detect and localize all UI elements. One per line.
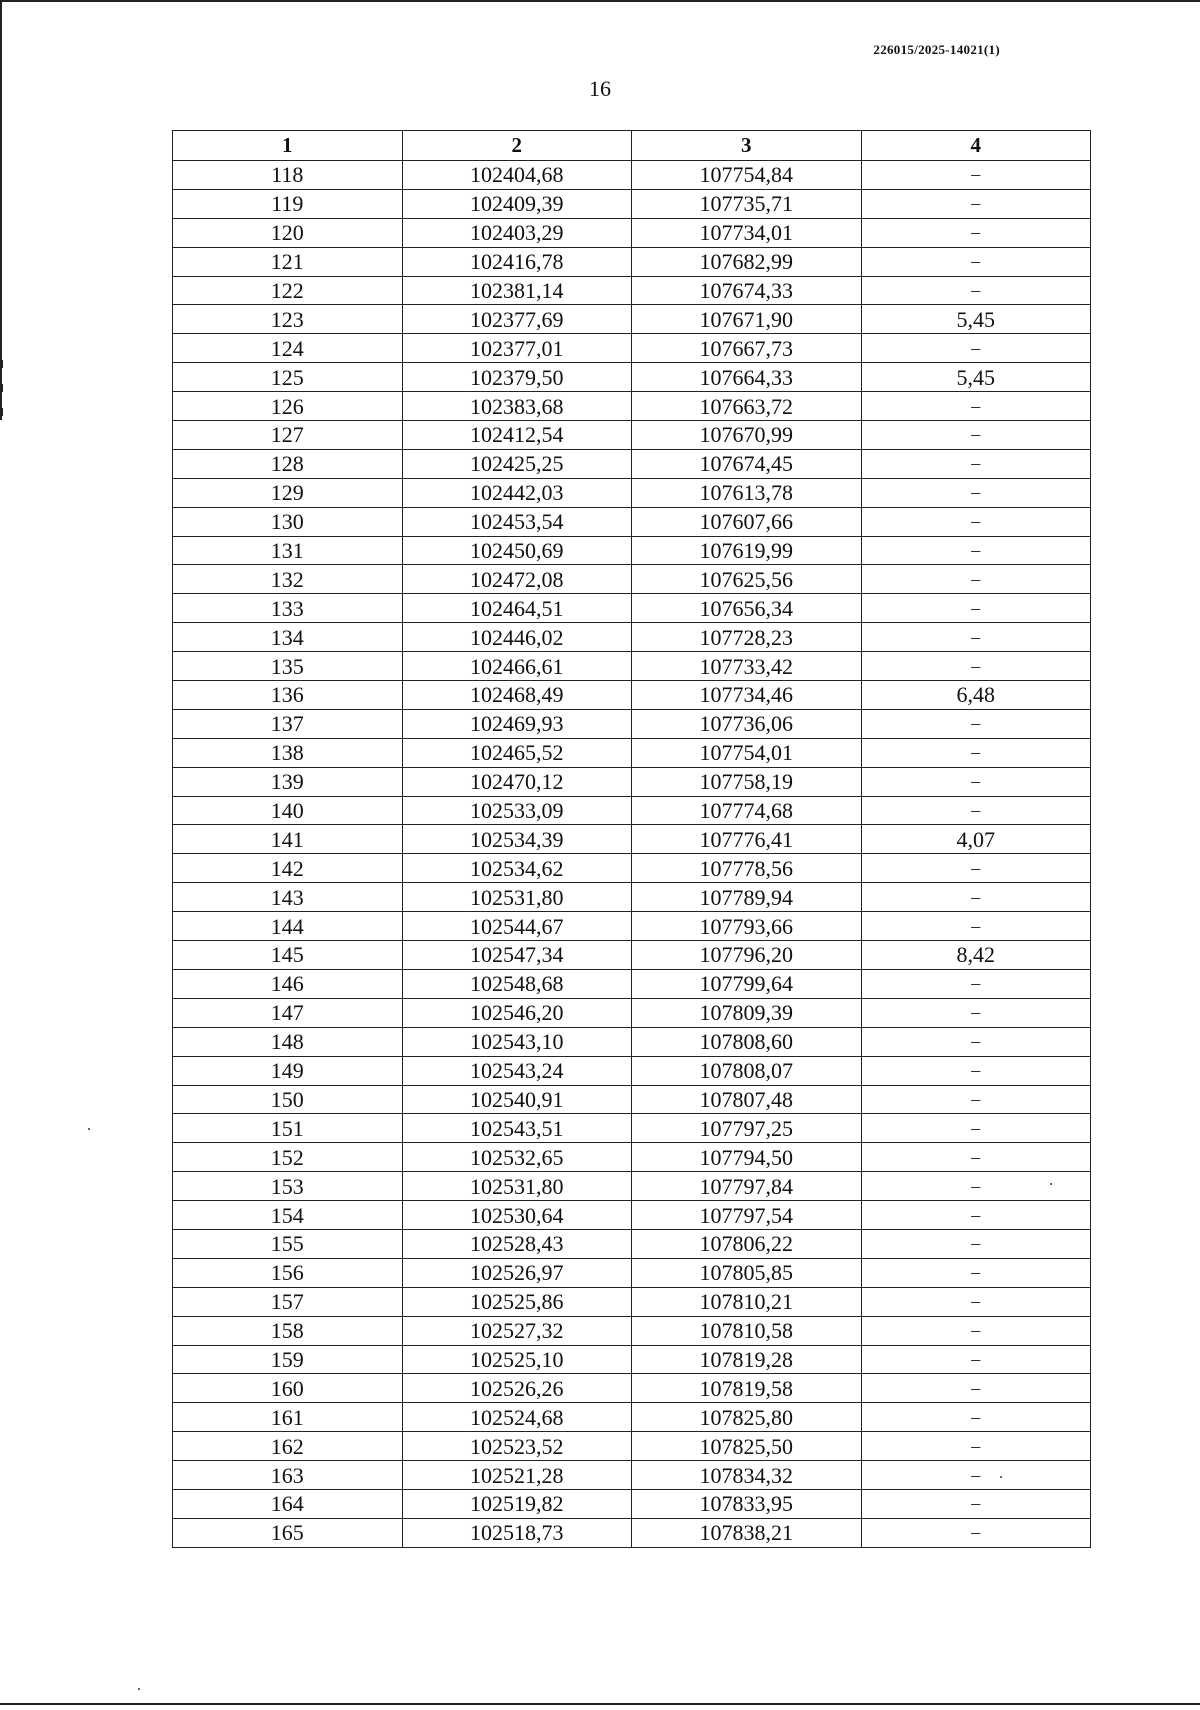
table-row: [173, 912, 1091, 941]
value-cell: –: [861, 1287, 1091, 1316]
point-number-cell: 158: [173, 1316, 403, 1345]
value-cell: –: [861, 912, 1091, 941]
x-coordinate-cell: 102409,39: [402, 189, 632, 218]
y-coordinate-cell: 107776,41: [632, 825, 862, 854]
point-number-cell: 126: [173, 392, 403, 421]
value-cell: 5,45: [861, 363, 1091, 392]
y-coordinate-cell: 107778,56: [632, 854, 862, 883]
table-row: [173, 623, 1091, 652]
value-cell: –: [861, 1229, 1091, 1258]
point-number-cell: 148: [173, 1027, 403, 1056]
table-row: [173, 507, 1091, 536]
x-coordinate-cell: 102446,02: [402, 623, 632, 652]
point-number-cell: 120: [173, 218, 403, 247]
y-coordinate-cell: 107834,32: [632, 1461, 862, 1490]
value-cell: –: [861, 1316, 1091, 1345]
y-coordinate-cell: 107825,80: [632, 1403, 862, 1432]
x-coordinate-cell: 102531,80: [402, 883, 632, 912]
x-coordinate-cell: 102465,52: [402, 738, 632, 767]
table-row: [173, 1258, 1091, 1287]
x-coordinate-cell: 102548,68: [402, 969, 632, 998]
point-number-cell: 162: [173, 1432, 403, 1461]
y-coordinate-cell: 107733,42: [632, 652, 862, 681]
y-coordinate-cell: 107754,01: [632, 738, 862, 767]
x-coordinate-cell: 102379,50: [402, 363, 632, 392]
point-number-cell: 123: [173, 305, 403, 334]
x-coordinate-cell: 102524,68: [402, 1403, 632, 1432]
value-cell: –: [861, 1056, 1091, 1085]
x-coordinate-cell: 102525,10: [402, 1345, 632, 1374]
y-coordinate-cell: 107808,60: [632, 1027, 862, 1056]
point-number-cell: 152: [173, 1143, 403, 1172]
x-coordinate-cell: 102534,39: [402, 825, 632, 854]
x-coordinate-cell: 102518,73: [402, 1518, 632, 1547]
y-coordinate-cell: 107789,94: [632, 883, 862, 912]
value-cell: –: [861, 507, 1091, 536]
x-coordinate-cell: 102442,03: [402, 478, 632, 507]
x-coordinate-cell: 102521,28: [402, 1461, 632, 1490]
point-number-cell: 160: [173, 1374, 403, 1403]
y-coordinate-cell: 107833,95: [632, 1489, 862, 1518]
point-number-cell: 136: [173, 681, 403, 710]
value-cell: –: [861, 767, 1091, 796]
table-row: [173, 796, 1091, 825]
value-cell: –: [861, 1403, 1091, 1432]
table-row: [173, 334, 1091, 363]
value-cell: –: [861, 1461, 1091, 1490]
y-coordinate-cell: 107797,25: [632, 1114, 862, 1143]
table-row: [173, 1114, 1091, 1143]
table-row: [173, 1085, 1091, 1114]
x-coordinate-cell: 102543,10: [402, 1027, 632, 1056]
x-coordinate-cell: 102532,65: [402, 1143, 632, 1172]
point-number-cell: 133: [173, 594, 403, 623]
value-cell: 5,45: [861, 305, 1091, 334]
table-row: [173, 652, 1091, 681]
x-coordinate-cell: 102526,26: [402, 1374, 632, 1403]
table-row: [173, 1172, 1091, 1201]
value-cell: –: [861, 1143, 1091, 1172]
point-number-cell: 165: [173, 1518, 403, 1547]
table-row: [173, 1518, 1091, 1547]
point-number-cell: 143: [173, 883, 403, 912]
value-cell: –: [861, 189, 1091, 218]
table-row: [173, 1489, 1091, 1518]
y-coordinate-cell: 107797,84: [632, 1172, 862, 1201]
value-cell: –: [861, 392, 1091, 421]
y-coordinate-cell: 107734,46: [632, 681, 862, 710]
y-coordinate-cell: 107838,21: [632, 1518, 862, 1547]
table-header-row: [173, 131, 1091, 161]
point-number-cell: 147: [173, 998, 403, 1027]
x-coordinate-cell: 102527,32: [402, 1316, 632, 1345]
y-coordinate-cell: 107810,58: [632, 1316, 862, 1345]
table-row: [173, 189, 1091, 218]
y-coordinate-cell: 107735,71: [632, 189, 862, 218]
x-coordinate-cell: 102466,61: [402, 652, 632, 681]
x-coordinate-cell: 102453,54: [402, 507, 632, 536]
table-row: [173, 767, 1091, 796]
y-coordinate-cell: 107754,84: [632, 161, 862, 190]
y-coordinate-cell: 107808,07: [632, 1056, 862, 1085]
point-number-cell: 140: [173, 796, 403, 825]
value-cell: –: [861, 998, 1091, 1027]
table-row: [173, 161, 1091, 190]
table-row: [173, 449, 1091, 478]
x-coordinate-cell: 102470,12: [402, 767, 632, 796]
y-coordinate-cell: 107674,33: [632, 276, 862, 305]
point-number-cell: 164: [173, 1489, 403, 1518]
x-coordinate-cell: 102544,67: [402, 912, 632, 941]
table-row: [173, 1027, 1091, 1056]
y-coordinate-cell: 107796,20: [632, 941, 862, 970]
point-number-cell: 119: [173, 189, 403, 218]
scan-speck: [88, 1128, 90, 1130]
x-coordinate-cell: 102533,09: [402, 796, 632, 825]
margin-mark: [0, 408, 3, 416]
value-cell: –: [861, 421, 1091, 450]
point-number-cell: 157: [173, 1287, 403, 1316]
value-cell: –: [861, 1027, 1091, 1056]
y-coordinate-cell: 107793,66: [632, 912, 862, 941]
x-coordinate-cell: 102543,51: [402, 1114, 632, 1143]
value-cell: –: [861, 478, 1091, 507]
value-cell: –: [861, 1489, 1091, 1518]
y-coordinate-cell: 107807,48: [632, 1085, 862, 1114]
x-coordinate-cell: 102540,91: [402, 1085, 632, 1114]
value-cell: –: [861, 738, 1091, 767]
table-row: [173, 1345, 1091, 1374]
table-row: [173, 854, 1091, 883]
x-coordinate-cell: 102450,69: [402, 536, 632, 565]
x-coordinate-cell: 102530,64: [402, 1201, 632, 1230]
point-number-cell: 122: [173, 276, 403, 305]
y-coordinate-cell: 107607,66: [632, 507, 862, 536]
value-cell: –: [861, 218, 1091, 247]
table-row: [173, 1201, 1091, 1230]
x-coordinate-cell: 102519,82: [402, 1489, 632, 1518]
value-cell: 8,42: [861, 941, 1091, 970]
y-coordinate-cell: 107799,64: [632, 969, 862, 998]
table-row: [173, 825, 1091, 854]
scan-left-edge: [0, 0, 2, 420]
table-row: [173, 1403, 1091, 1432]
value-cell: –: [861, 1085, 1091, 1114]
table-row: [173, 1461, 1091, 1490]
table-row: [173, 363, 1091, 392]
value-cell: –: [861, 1432, 1091, 1461]
point-number-cell: 142: [173, 854, 403, 883]
table-row: [173, 392, 1091, 421]
point-number-cell: 128: [173, 449, 403, 478]
x-coordinate-cell: 102472,08: [402, 565, 632, 594]
y-coordinate-cell: 107613,78: [632, 478, 862, 507]
value-cell: –: [861, 1518, 1091, 1547]
column-header: 4: [861, 131, 1091, 161]
table-row: [173, 969, 1091, 998]
value-cell: –: [861, 1345, 1091, 1374]
table-row: [173, 305, 1091, 334]
x-coordinate-cell: 102425,25: [402, 449, 632, 478]
x-coordinate-cell: 102381,14: [402, 276, 632, 305]
table-row: [173, 1229, 1091, 1258]
x-coordinate-cell: 102531,80: [402, 1172, 632, 1201]
table-row: [173, 1143, 1091, 1172]
value-cell: –: [861, 276, 1091, 305]
table-row: [173, 681, 1091, 710]
value-cell: –: [861, 565, 1091, 594]
point-number-cell: 153: [173, 1172, 403, 1201]
y-coordinate-cell: 107625,56: [632, 565, 862, 594]
value-cell: –: [861, 1201, 1091, 1230]
value-cell: 4,07: [861, 825, 1091, 854]
value-cell: –: [861, 594, 1091, 623]
table-row: [173, 276, 1091, 305]
y-coordinate-cell: 107736,06: [632, 709, 862, 738]
point-number-cell: 141: [173, 825, 403, 854]
y-coordinate-cell: 107758,19: [632, 767, 862, 796]
table-row: [173, 941, 1091, 970]
y-coordinate-cell: 107810,21: [632, 1287, 862, 1316]
y-coordinate-cell: 107794,50: [632, 1143, 862, 1172]
scan-top-edge: [0, 0, 1200, 2]
y-coordinate-cell: 107734,01: [632, 218, 862, 247]
point-number-cell: 159: [173, 1345, 403, 1374]
table-header: [173, 131, 1091, 161]
point-number-cell: 138: [173, 738, 403, 767]
point-number-cell: 124: [173, 334, 403, 363]
x-coordinate-cell: 102383,68: [402, 392, 632, 421]
point-number-cell: 149: [173, 1056, 403, 1085]
value-cell: –: [861, 334, 1091, 363]
x-coordinate-cell: 102525,86: [402, 1287, 632, 1316]
table-row: [173, 1432, 1091, 1461]
y-coordinate-cell: 107825,50: [632, 1432, 862, 1461]
x-coordinate-cell: 102523,52: [402, 1432, 632, 1461]
value-cell: –: [861, 161, 1091, 190]
point-number-cell: 129: [173, 478, 403, 507]
margin-mark: [0, 384, 3, 392]
x-coordinate-cell: 102534,62: [402, 854, 632, 883]
y-coordinate-cell: 107774,68: [632, 796, 862, 825]
y-coordinate-cell: 107806,22: [632, 1229, 862, 1258]
point-number-cell: 161: [173, 1403, 403, 1432]
table-row: [173, 709, 1091, 738]
page-number: 16: [589, 76, 611, 101]
x-coordinate-cell: 102528,43: [402, 1229, 632, 1258]
y-coordinate-cell: 107667,73: [632, 334, 862, 363]
x-coordinate-cell: 102469,93: [402, 709, 632, 738]
table-row: [173, 247, 1091, 276]
y-coordinate-cell: 107797,54: [632, 1201, 862, 1230]
y-coordinate-cell: 107819,28: [632, 1345, 862, 1374]
point-number-cell: 156: [173, 1258, 403, 1287]
value-cell: –: [861, 883, 1091, 912]
value-cell: –: [861, 969, 1091, 998]
point-number-cell: 155: [173, 1229, 403, 1258]
y-coordinate-cell: 107671,90: [632, 305, 862, 334]
value-cell: –: [861, 652, 1091, 681]
x-coordinate-cell: 102404,68: [402, 161, 632, 190]
x-coordinate-cell: 102547,34: [402, 941, 632, 970]
x-coordinate-cell: 102416,78: [402, 247, 632, 276]
table-row: [173, 998, 1091, 1027]
table-body: [173, 161, 1091, 1548]
point-number-cell: 127: [173, 421, 403, 450]
point-number-cell: 139: [173, 767, 403, 796]
table-row: [173, 536, 1091, 565]
value-cell: –: [861, 854, 1091, 883]
x-coordinate-cell: 102526,97: [402, 1258, 632, 1287]
value-cell: –: [861, 247, 1091, 276]
x-coordinate-cell: 102377,01: [402, 334, 632, 363]
value-cell: –: [861, 1374, 1091, 1403]
value-cell: –: [861, 1114, 1091, 1143]
scan-bottom-edge: [0, 1703, 1200, 1705]
table-row: [173, 883, 1091, 912]
y-coordinate-cell: 107674,45: [632, 449, 862, 478]
point-number-cell: 135: [173, 652, 403, 681]
scan-speck: [138, 1688, 140, 1690]
point-number-cell: 146: [173, 969, 403, 998]
table-row: [173, 421, 1091, 450]
table-row: [173, 565, 1091, 594]
y-coordinate-cell: 107728,23: [632, 623, 862, 652]
y-coordinate-cell: 107682,99: [632, 247, 862, 276]
point-number-cell: 144: [173, 912, 403, 941]
table-row: [173, 478, 1091, 507]
value-cell: 6,48: [861, 681, 1091, 710]
table-row: [173, 1316, 1091, 1345]
point-number-cell: 134: [173, 623, 403, 652]
x-coordinate-cell: 102377,69: [402, 305, 632, 334]
y-coordinate-cell: 107670,99: [632, 421, 862, 450]
table-row: [173, 1056, 1091, 1085]
table-row: [173, 738, 1091, 767]
column-header: 2: [402, 131, 632, 161]
point-number-cell: 137: [173, 709, 403, 738]
point-number-cell: 154: [173, 1201, 403, 1230]
value-cell: –: [861, 449, 1091, 478]
document-registration-number: 226015/2025-14021(1): [873, 42, 1000, 57]
point-number-cell: 131: [173, 536, 403, 565]
value-cell: –: [861, 1258, 1091, 1287]
point-number-cell: 130: [173, 507, 403, 536]
point-number-cell: 118: [173, 161, 403, 190]
x-coordinate-cell: 102403,29: [402, 218, 632, 247]
table-row: [173, 218, 1091, 247]
point-number-cell: 150: [173, 1085, 403, 1114]
y-coordinate-cell: 107809,39: [632, 998, 862, 1027]
value-cell: –: [861, 536, 1091, 565]
point-number-cell: 121: [173, 247, 403, 276]
column-header: 1: [173, 131, 403, 161]
y-coordinate-cell: 107663,72: [632, 392, 862, 421]
y-coordinate-cell: 107656,34: [632, 594, 862, 623]
value-cell: –: [861, 623, 1091, 652]
x-coordinate-cell: 102543,24: [402, 1056, 632, 1085]
x-coordinate-cell: 102464,51: [402, 594, 632, 623]
value-cell: –: [861, 1172, 1091, 1201]
y-coordinate-cell: 107619,99: [632, 536, 862, 565]
point-number-cell: 145: [173, 941, 403, 970]
x-coordinate-cell: 102468,49: [402, 681, 632, 710]
column-header: 3: [632, 131, 862, 161]
value-cell: –: [861, 709, 1091, 738]
point-number-cell: 125: [173, 363, 403, 392]
table-row: [173, 1287, 1091, 1316]
point-number-cell: 132: [173, 565, 403, 594]
x-coordinate-cell: 102412,54: [402, 421, 632, 450]
margin-mark: [0, 360, 3, 368]
coordinates-table: [172, 130, 1091, 1548]
point-number-cell: 151: [173, 1114, 403, 1143]
point-number-cell: 163: [173, 1461, 403, 1490]
y-coordinate-cell: 107664,33: [632, 363, 862, 392]
y-coordinate-cell: 107819,58: [632, 1374, 862, 1403]
value-cell: –: [861, 796, 1091, 825]
y-coordinate-cell: 107805,85: [632, 1258, 862, 1287]
table-row: [173, 594, 1091, 623]
table-row: [173, 1374, 1091, 1403]
x-coordinate-cell: 102546,20: [402, 998, 632, 1027]
